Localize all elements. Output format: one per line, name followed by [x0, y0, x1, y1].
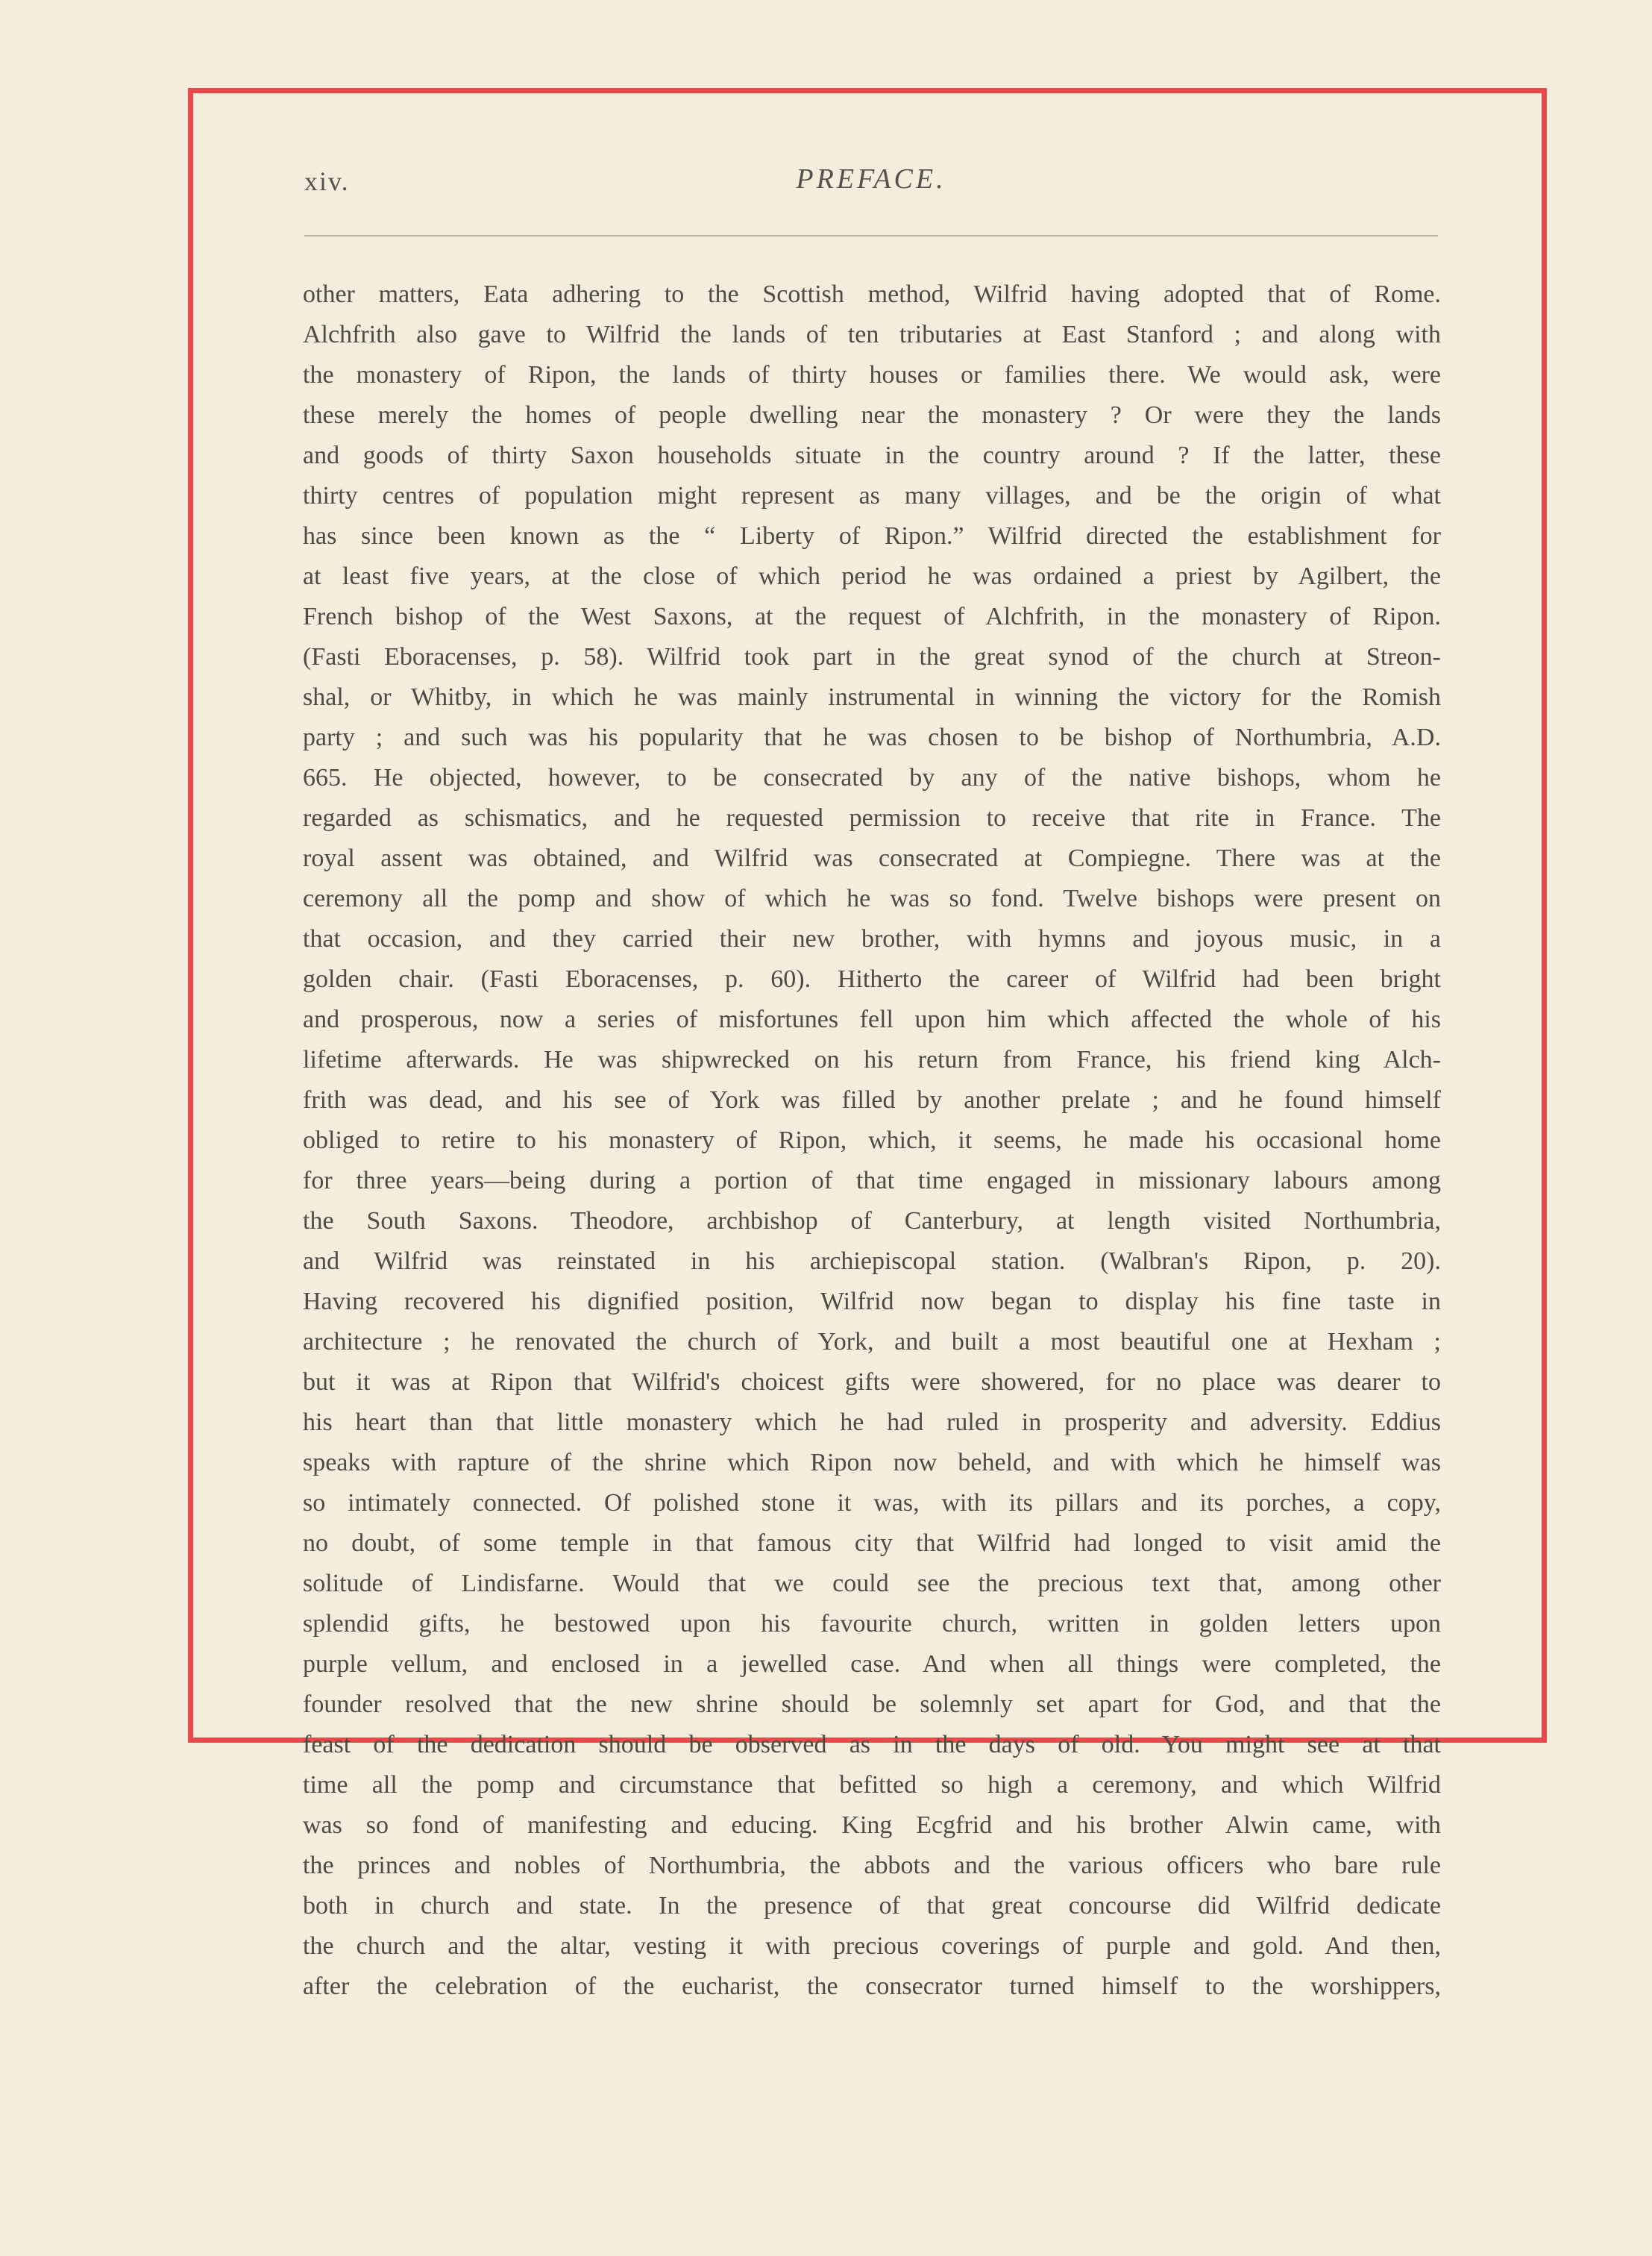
- text-line: the church and the altar, vesting it with precious coverings of purple and gold. And then,: [303, 1932, 1441, 1960]
- text-line: the South Saxons. Theodore, archbishop of Canterbury, at length visited Northumbria,: [303, 1207, 1441, 1235]
- text-line: time all the pomp and circumstance that befitted so high a ceremony, and which Wilfrid: [303, 1771, 1441, 1799]
- text-line: speaks with rapture of the shrine which Ripon now beheld, and with which he himself was: [303, 1449, 1441, 1476]
- text-line: was so fond of manifesting and educing. King Ecgfrid and his brother Alwin came, with: [303, 1811, 1441, 1839]
- text-line: purple vellum, and enclosed in a jewelled case. And when all things were completed, the: [303, 1650, 1441, 1678]
- body-text: [303, 275, 1441, 2007]
- text-line: both in church and state. In the presence of that great concourse did Wilfrid dedicate: [303, 1892, 1441, 1920]
- text-line: lifetime afterwards. He was shipwrecked on his return from France, his friend king Alch-: [303, 1046, 1441, 1074]
- text-line: for three years—being during a portion of that time engaged in missionary labours among: [303, 1167, 1441, 1194]
- text-line: these merely the homes of people dwelling near the monastery ? Or were they the lands: [303, 401, 1441, 429]
- text-line: party ; and such was his popularity that he was chosen to be bishop of Northumbria, A.D.: [303, 724, 1441, 751]
- page-header: [304, 163, 1438, 204]
- text-line: that occasion, and they carried their new brother, with hymns and joyous music, in a: [303, 925, 1441, 953]
- text-line: and goods of thirty Saxon households situate in the country around ? If the latter, these: [303, 442, 1441, 469]
- text-line: the monastery of Ripon, the lands of thirty houses or families there. We would ask, were: [303, 361, 1441, 389]
- text-line: golden chair. (Fasti Eboracenses, p. 60). Hitherto the career of Wilfrid had been bright: [303, 965, 1441, 993]
- text-line: architecture ; he renovated the church of York, and built a most beautiful one at Hexham ;: [303, 1328, 1441, 1356]
- text-line: so intimately connected. Of polished stone it was, with its pillars and its porches, a copy,: [303, 1489, 1441, 1517]
- text-line: but it was at Ripon that Wilfrid's choicest gifts were showered, for no place was dearer to: [303, 1368, 1441, 1396]
- running-title: PREFACE.: [796, 163, 946, 195]
- text-line: has since been known as the “ Liberty of Ripon.” Wilfrid directed the establishment for: [303, 522, 1441, 550]
- text-line: solitude of Lindisfarne. Would that we could see the precious text that, among other: [303, 1570, 1441, 1597]
- text-line: and prosperous, now a series of misfortunes fell upon him which affected the whole of his: [303, 1006, 1441, 1033]
- text-line: the princes and nobles of Northumbria, the abbots and the various officers who bare rule: [303, 1852, 1441, 1879]
- text-line: Alchfrith also gave to Wilfrid the lands of ten tributaries at East Stanford ; and along with: [303, 321, 1441, 348]
- header-rule: [304, 235, 1438, 236]
- text-line: 665. He objected, however, to be consecrated by any of the native bishops, whom he: [303, 764, 1441, 792]
- text-line: after the celebration of the eucharist, the consecrator turned himself to the worshippers,: [303, 1973, 1441, 2000]
- text-line: obliged to retire to his monastery of Ripon, which, it seems, he made his occasional home: [303, 1127, 1441, 1154]
- text-line: other matters, Eata adhering to the Scottish method, Wilfrid having adopted that of Rome.: [303, 281, 1441, 308]
- text-line: regarded as schismatics, and he requested permission to receive that rite in France. The: [303, 804, 1441, 832]
- text-line: thirty centres of population might represent as many villages, and be the origin of what: [303, 482, 1441, 510]
- text-line: his heart than that little monastery which he had ruled in prosperity and adversity. Eddius: [303, 1409, 1441, 1436]
- text-line: (Fasti Eboracenses, p. 58). Wilfrid took part in the great synod of the church at Streon-: [303, 643, 1441, 671]
- text-line: shal, or Whitby, in which he was mainly instrumental in winning the victory for the Romish: [303, 683, 1441, 711]
- text-line: founder resolved that the new shrine should be solemnly set apart for God, and that the: [303, 1691, 1441, 1718]
- text-line: and Wilfrid was reinstated in his archiepiscopal station. (Walbran's Ripon, p. 20).: [303, 1247, 1441, 1275]
- text-line: French bishop of the West Saxons, at the request of Alchfrith, in the monastery of Ripon.: [303, 603, 1441, 630]
- text-line: feast of the dedication should be observed as in the days of old. You might see at that: [303, 1731, 1441, 1758]
- text-line: frith was dead, and his see of York was filled by another prelate ; and he found himself: [303, 1086, 1441, 1114]
- page-number: xiv.: [304, 166, 350, 196]
- text-line: Having recovered his dignified position, Wilfrid now began to display his fine taste in: [303, 1288, 1441, 1315]
- text-line: ceremony all the pomp and show of which he was so fond. Twelve bishops were present on: [303, 885, 1441, 912]
- text-line: splendid gifts, he bestowed upon his favourite church, written in golden letters upon: [303, 1610, 1441, 1638]
- text-line: at least five years, at the close of which period he was ordained a priest by Agilbert, the: [303, 563, 1441, 590]
- text-line: no doubt, of some temple in that famous city that Wilfrid had longed to visit amid the: [303, 1529, 1441, 1557]
- text-line: royal assent was obtained, and Wilfrid was consecrated at Compiegne. There was at the: [303, 845, 1441, 872]
